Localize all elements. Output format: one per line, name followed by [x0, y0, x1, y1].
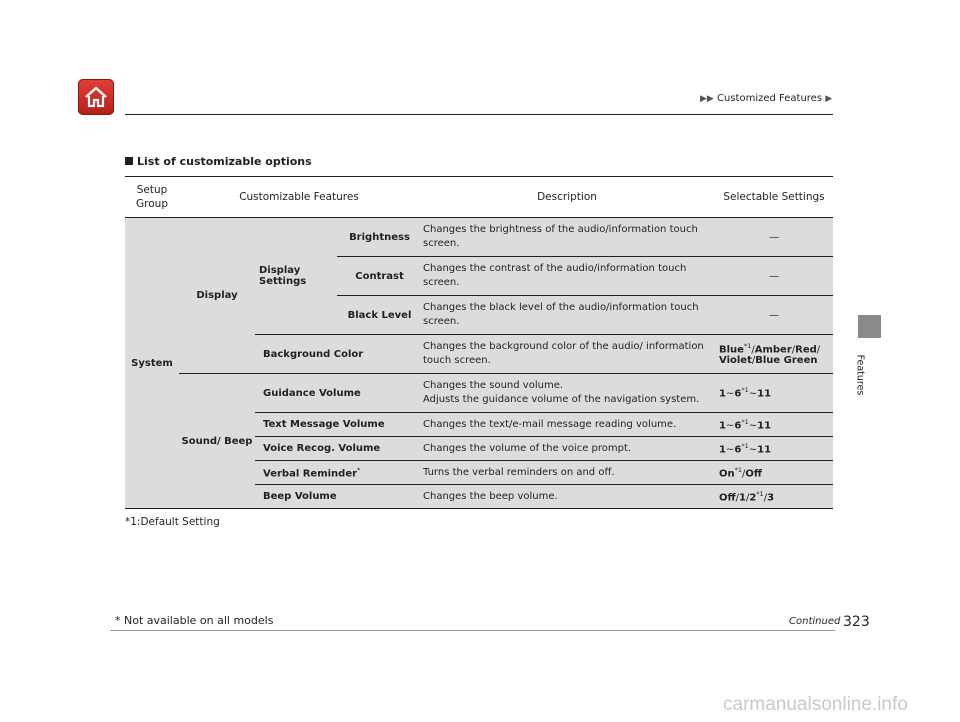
breadcrumb-link[interactable]: Customized Features: [717, 93, 823, 104]
desc-contrast: Changes the contrast of the audio/information touch screen.: [419, 257, 715, 296]
setting-verbal-reminder: On$^{*1}$/Off: [715, 461, 833, 485]
setting-black-level: —: [715, 296, 833, 335]
header-customizable-features: Customizable Features: [179, 177, 419, 218]
setting-voice-recog-volume: 1~6$^{*1}$~11: [715, 437, 833, 461]
default-setting-footnote: *1:Default Setting: [125, 516, 220, 528]
feature-black-level: Black Level: [337, 296, 419, 335]
home-button[interactable]: [78, 79, 114, 115]
breadcrumb-arrow-icon: ▶▶: [700, 94, 714, 104]
header-divider: [125, 114, 833, 115]
desc-brightness: Changes the brightness of the audio/information touch screen.: [419, 218, 715, 257]
desc-background-color: Changes the background color of the audio/ information touch screen.: [419, 335, 715, 374]
home-icon: [83, 84, 109, 110]
availability-note: * Not available on all models: [115, 614, 274, 627]
feature-text-message-volume: Text Message Volume: [255, 413, 419, 437]
desc-guidance-volume: Changes the sound volume. Adjusts the guidance volume of the navigation system.: [419, 374, 715, 413]
setting-beep-volume: Off/1/2$^{*1}$/3: [715, 485, 833, 509]
desc-voice-recog-volume: Changes the volume of the voice prompt.: [419, 437, 715, 461]
feature-guidance-volume: Guidance Volume: [255, 374, 419, 413]
breadcrumb: [700, 93, 832, 104]
feature-contrast: Contrast: [337, 257, 419, 296]
desc-verbal-reminder: Turns the verbal reminders on and off.: [419, 461, 715, 485]
feature-beep-volume: Beep Volume: [255, 485, 419, 509]
bullet-square-icon: [125, 157, 133, 165]
section-title: List of customizable options: [125, 155, 312, 168]
desc-black-level: Changes the black level of the audio/information touch screen.: [419, 296, 715, 335]
table-row: [125, 218, 833, 257]
setting-background-color: Blue$^{*1}$/Amber/Red/ Violet/Blue Green: [715, 335, 833, 374]
header-description: Description: [419, 177, 715, 218]
subgroup-sound-beep: Sound/ Beep: [179, 374, 255, 509]
table-row: [125, 374, 833, 413]
watermark: carmanualsonline.info: [723, 694, 908, 715]
setting-contrast: —: [715, 257, 833, 296]
group-system: System: [125, 218, 179, 509]
footer-divider: [110, 630, 835, 631]
customizable-options-table: [125, 176, 833, 509]
continued-label: Continued: [789, 616, 841, 627]
section-tab[interactable]: [858, 315, 881, 338]
section-tab-label: Features: [854, 354, 866, 396]
setting-brightness: —: [715, 218, 833, 257]
desc-beep-volume: Changes the beep volume.: [419, 485, 715, 509]
desc-text-message-volume: Changes the text/e-mail message reading volume.: [419, 413, 715, 437]
setting-guidance-volume: 1~6$^{*1}$~11: [715, 374, 833, 413]
page-number: 323: [843, 614, 870, 630]
display-settings-label: Display Settings: [255, 218, 337, 335]
feature-brightness: Brightness: [337, 218, 419, 257]
setting-text-message-volume: 1~6$^{*1}$~11: [715, 413, 833, 437]
feature-verbal-reminder: Verbal Reminder*: [255, 461, 419, 485]
feature-background-color: Background Color: [255, 335, 419, 374]
breadcrumb-arrow-icon: ▶: [825, 94, 833, 104]
header-selectable-settings: Selectable Settings: [715, 177, 833, 218]
subgroup-display: Display: [179, 218, 255, 374]
header-setup-group: Setup Group: [125, 177, 179, 218]
feature-voice-recog-volume: Voice Recog. Volume: [255, 437, 419, 461]
